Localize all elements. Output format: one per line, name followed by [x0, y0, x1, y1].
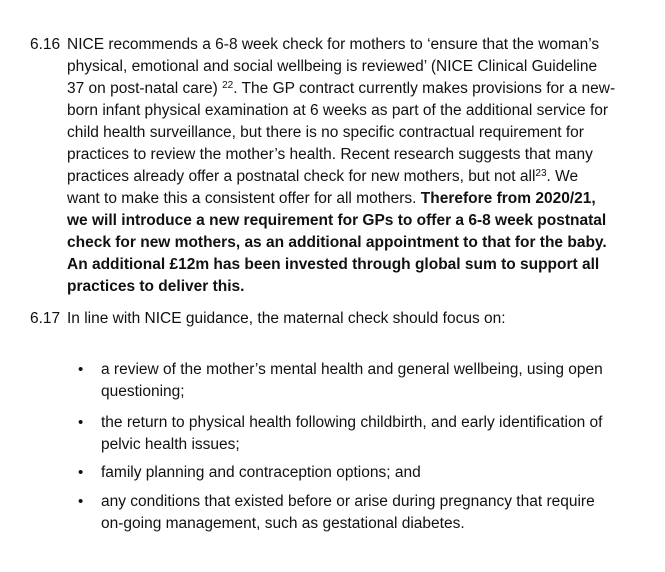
- text-run: 37 on post-natal care): [67, 80, 223, 97]
- bullet-point-icon: •: [78, 414, 84, 431]
- text-run: practices to review the mother’s health. Recent research suggests that many: [67, 146, 593, 163]
- text-line: [67, 78, 640, 100]
- footnote-reference: 22: [222, 80, 234, 91]
- text-line: [67, 254, 640, 276]
- bullet-item: [78, 491, 595, 535]
- bullet-text-line: questioning;: [101, 383, 185, 400]
- bold-text-run: check for new mothers, as an additional appointment to that for the baby.: [67, 234, 607, 251]
- text-line: [67, 144, 640, 166]
- bullet-text-line: pelvic health issues;: [101, 436, 240, 453]
- text-line: [67, 122, 640, 144]
- bullet-text-line: the return to physical health following childbirth, and early identification of: [101, 414, 603, 431]
- text-line: [67, 188, 640, 210]
- bullet-text-line: on-going management, such as gestational diabetes.: [101, 515, 465, 532]
- bullet-item: [78, 412, 602, 456]
- text-run: . The GP contract currently makes provisions for a new-: [233, 80, 616, 97]
- bullet-point-icon: •: [78, 361, 84, 378]
- text-run: practices already offer a postnatal check for new mothers, but not all: [67, 168, 536, 185]
- bullet-point-icon: •: [78, 493, 84, 510]
- footnote-reference: 23: [535, 168, 547, 179]
- text-line: [67, 210, 640, 232]
- text-line: [67, 100, 640, 122]
- text-run: In line with NICE guidance, the maternal check should focus on:: [67, 310, 506, 327]
- text-line: [67, 166, 640, 188]
- text-line: [67, 276, 640, 298]
- bullet-item: [78, 462, 421, 484]
- bullet-text-line: any conditions that existed before or arise during pregnancy that require: [101, 493, 595, 510]
- paragraph-6-16: [30, 34, 640, 298]
- bold-text-run: An additional £12m has been invested through global sum to support all: [67, 256, 600, 273]
- paragraph-6-17: [30, 308, 640, 330]
- text-run: NICE recommends a 6-8 week check for mothers to ‘ensure that the woman’s: [67, 36, 600, 53]
- text-line: [67, 56, 640, 78]
- text-line: [67, 308, 640, 330]
- bold-text-run: Therefore from 2020/21,: [420, 190, 596, 207]
- paragraph-number: 6.16: [30, 36, 61, 53]
- bullet-text-line: a review of the mother’s mental health and general wellbeing, using open: [101, 361, 603, 378]
- bullet-item: [78, 359, 603, 403]
- text-run: want to make this a consistent offer for all mothers.: [67, 190, 421, 207]
- paragraph-text: [67, 34, 640, 298]
- text-line: [67, 232, 640, 254]
- paragraph-number: 6.17: [30, 310, 61, 327]
- bold-text-run: we will introduce a new requirement for GPs to offer a 6-8 week postnatal: [67, 212, 607, 229]
- bullet-point-icon: •: [78, 464, 84, 481]
- bold-text-run: practices to deliver this.: [67, 278, 245, 295]
- bullet-text-line: family planning and contraception options; and: [101, 464, 421, 481]
- text-line: [67, 34, 640, 56]
- text-run: born infant physical examination at 6 weeks as part of the additional service for: [67, 102, 609, 119]
- text-run: physical, emotional and social wellbeing is reviewed’ (NICE Clinical Guideline: [67, 58, 598, 75]
- text-run: . We: [546, 168, 579, 185]
- text-run: child health surveillance, but there is no specific contractual requirement for: [67, 124, 584, 141]
- paragraph-text: [67, 308, 640, 330]
